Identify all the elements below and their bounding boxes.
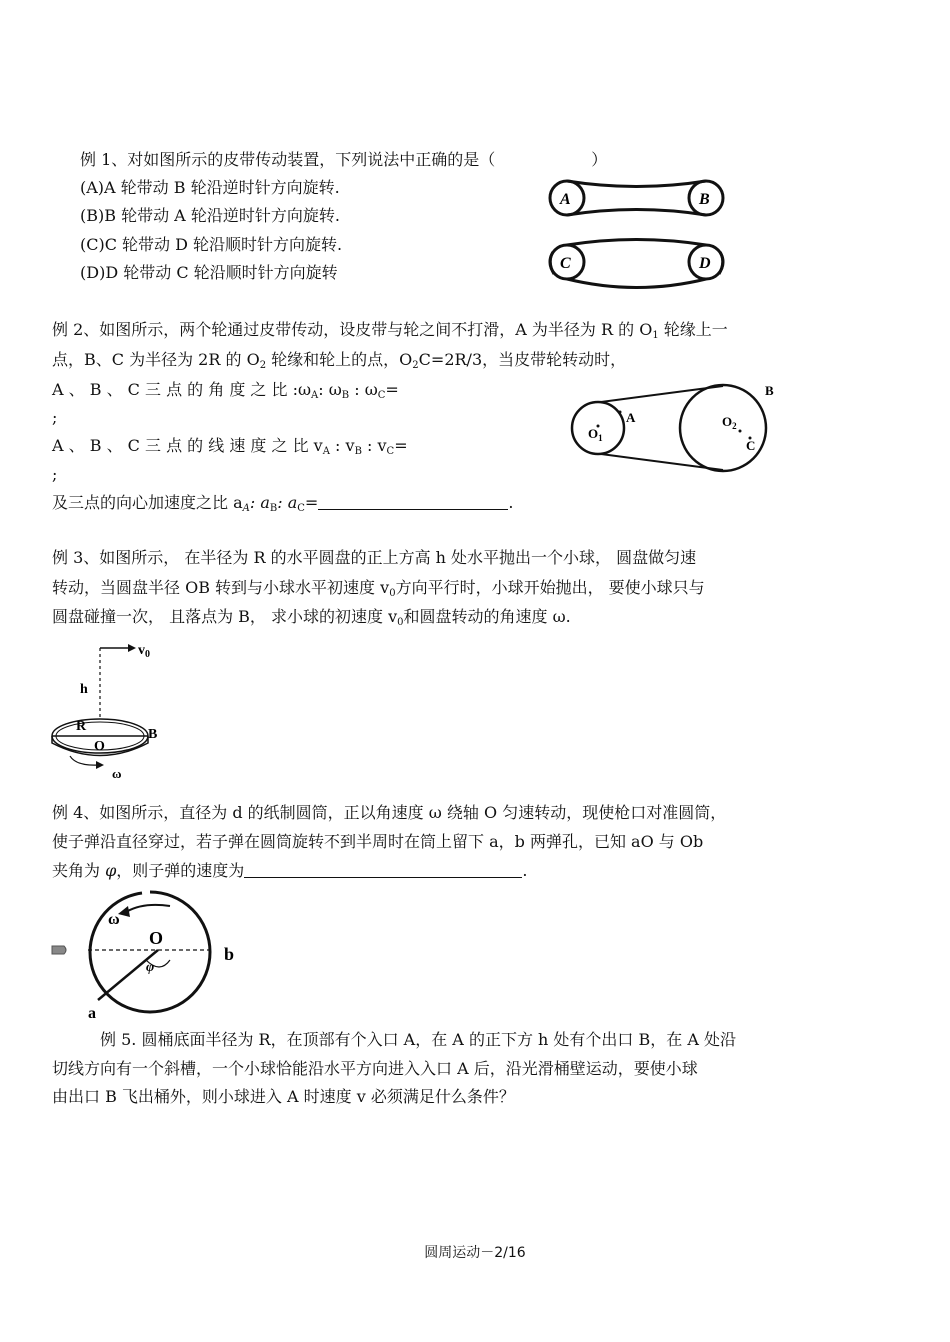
ex2-label-o1: $O_1$ bbox=[588, 426, 603, 443]
ex3-label-v0: $v_0$ bbox=[138, 643, 150, 660]
ex3-label-b: B bbox=[148, 727, 158, 742]
ex4-label-b: b bbox=[224, 944, 235, 964]
ex2-answer-blank bbox=[318, 493, 508, 510]
ex5-line3: 由出口 B 飞出桶外，则小球进入 A 时速度 v 必须满足什么条件？ bbox=[52, 1087, 515, 1106]
ex2-line5: A 、 B 、 C 三 点 的 线 速 度 之 比 $v_A$ : $v_B$ : $v_C=$ bbox=[52, 436, 408, 457]
ex1-option-b: (B)B 轮带动 A 轮沿逆时针方向旋转. bbox=[80, 206, 340, 225]
ex2-line4: ; bbox=[52, 408, 58, 427]
ex3-disk-diagram bbox=[48, 638, 178, 783]
ex4-answer-blank bbox=[244, 861, 522, 878]
ex4-label-a: a bbox=[88, 1005, 96, 1022]
ex2-line2: 点，B、C 为半径为 2R 的 $O_2$ 轮缘和轮上的点，$O_2C=2R/3$，当皮带轮转动时， bbox=[52, 350, 627, 371]
ex4-label-omega: ω bbox=[108, 911, 120, 928]
ex1-title: 例 1、对如图所示的皮带传动装置，下列说法中正确的是（ ） bbox=[80, 150, 608, 169]
ex2-line1: 例 2、如图所示，两个轮通过皮带传动，设皮带与轮之间不打滑，A 为半径为 R 的 $O_1$ 轮缘上一 bbox=[52, 320, 728, 341]
ex4-line2: 使子弹沿直径穿过，若子弹在圆筒旋转不到半周时在筒上留下 a，b 两弹孔，已知 aO 与 Ob bbox=[52, 832, 704, 851]
ex3-label-h: h bbox=[80, 682, 88, 697]
ex1-option-c: (C)C 轮带动 D 轮沿顺时针方向旋转. bbox=[80, 235, 343, 254]
ex5-line1: 例 5. 圆桶底面半径为 R，在顶部有个入口 A，在 A 的正下方 h 处有个出口 B，在 A 处沿 bbox=[100, 1030, 736, 1049]
ex1-belt-diagram bbox=[545, 172, 735, 297]
ex3-line2: 转动，当圆盘半径 OB 转到与小球水平初速度 $v_0$方向平行时，小球开始抛出， 要使小球只与 bbox=[52, 578, 705, 599]
page-footer: 圆周运动－2/16 bbox=[424, 1245, 526, 1261]
ex2-label-b: B bbox=[765, 383, 774, 398]
ex2-line3: A 、 B 、 C 三 点 的 角 度 之 比 $:\omega_A$: $\omega_B$ : $\omega_C=$ bbox=[52, 380, 399, 401]
ex2-line7: 及三点的向心加速度之比 $a_A$: $a_B$: $a_C=$ . bbox=[52, 493, 514, 514]
ex2-label-c: C bbox=[746, 438, 756, 453]
ex3-line3: 圆盘碰撞一次， 且落点为 B， 求小球的初速度 $v_0$和圆盘转动的角速度 ω. bbox=[52, 607, 571, 628]
ex3-label-o: O bbox=[94, 739, 105, 754]
ex5-line2: 切线方向有一个斜槽，一个小球恰能沿水平方向进入入口 A 后，沿光滑桶壁运动，要使小球 bbox=[52, 1059, 698, 1078]
ex1-label-a: A bbox=[560, 191, 571, 208]
ex4-line1: 例 4、如图所示，直径为 d 的纸制圆筒，正以角速度 ω 绕轴 O 匀速转动，现使枪口对准圆筒， bbox=[52, 803, 727, 822]
ex1-option-d: (D)D 轮带动 C 轮沿顺时针方向旋转 bbox=[80, 263, 338, 282]
ex1-label-b: B bbox=[699, 191, 710, 208]
ex1-option-a: (A)A 轮带动 B 轮沿逆时针方向旋转. bbox=[80, 178, 340, 197]
ex4-label-o: O bbox=[149, 928, 164, 948]
ex1-label-c: C bbox=[560, 255, 571, 272]
ex2-label-a: A bbox=[626, 410, 636, 425]
ex4-line3: 夹角为 φ，则子弹的速度为 . bbox=[52, 861, 528, 880]
ex3-label-r: R bbox=[76, 719, 87, 734]
ex2-line6: ; bbox=[52, 465, 58, 484]
ex2-belt-diagram bbox=[568, 378, 788, 478]
ex3-line1: 例 3、如图所示， 在半径为 R 的水平圆盘的正上方高 h 处水平抛出一个小球， 圆盘做匀速 bbox=[52, 548, 697, 567]
ex2-label-o2: $O_2$ bbox=[722, 414, 737, 431]
ex3-label-omega: ω bbox=[112, 766, 122, 781]
ex1-label-d: D bbox=[699, 255, 711, 272]
ex4-label-phi: φ bbox=[146, 960, 155, 975]
ex4-cylinder-diagram bbox=[48, 888, 258, 1028]
